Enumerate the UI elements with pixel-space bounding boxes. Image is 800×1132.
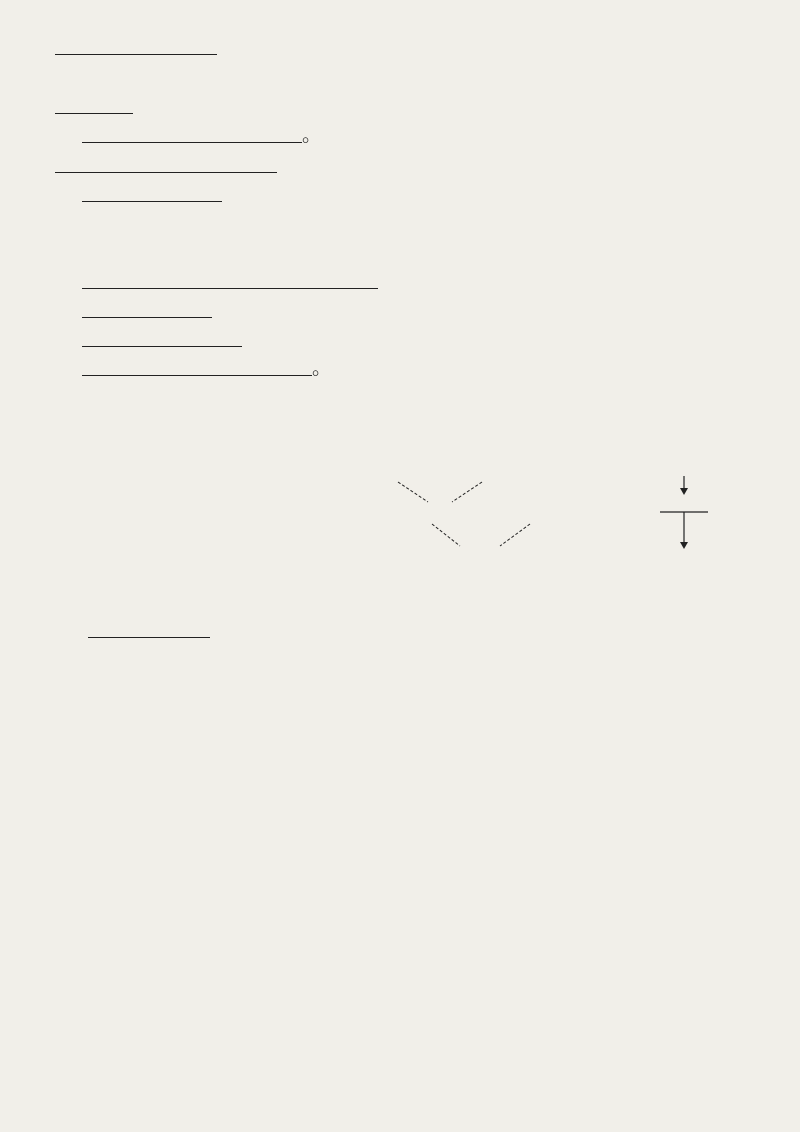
answer-blank[interactable] [82, 355, 312, 376]
answer-blank[interactable] [55, 93, 133, 114]
answer-blank[interactable] [55, 34, 217, 55]
q19-part1-line1 [55, 33, 217, 61]
answer-blank[interactable] [55, 152, 277, 173]
answer-blank[interactable] [88, 617, 150, 638]
answer-blank[interactable] [82, 268, 378, 289]
q19-part2-line1 [55, 92, 133, 120]
answer-blank[interactable] [82, 181, 222, 202]
q20-part1-line6 [88, 616, 210, 644]
q19-part2-line2: 。 [82, 121, 322, 149]
fig2-arrows [640, 476, 750, 556]
q19-part4-line4 [82, 296, 212, 324]
answer-blank[interactable] [82, 326, 242, 347]
q19-part3-line1 [55, 151, 277, 179]
answer-blank[interactable] [82, 122, 302, 143]
q19-part4-line5 [82, 325, 242, 353]
q19-part4-line3 [82, 267, 378, 295]
q19-part4-line6: 。 [82, 354, 332, 382]
q19-part3-line2 [82, 180, 222, 208]
answer-blank[interactable] [150, 617, 210, 638]
answer-blank[interactable] [82, 297, 212, 318]
fig1-arrows [360, 470, 600, 560]
